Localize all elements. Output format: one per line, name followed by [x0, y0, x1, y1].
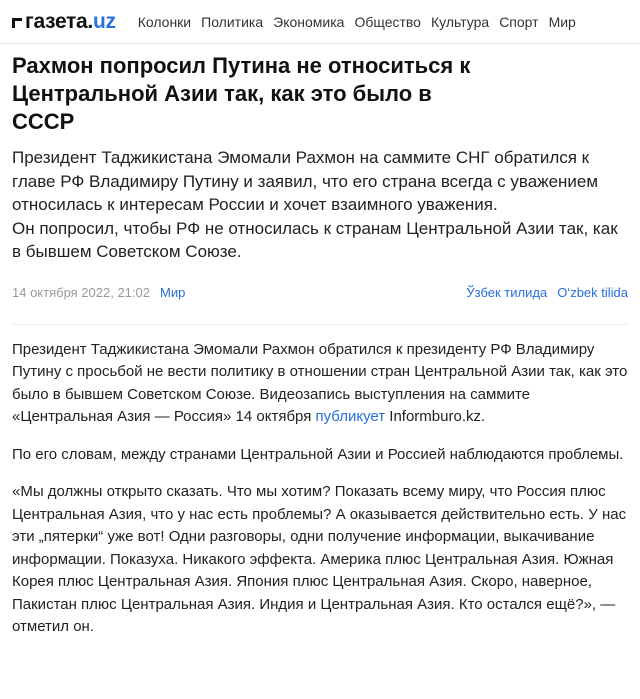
article-body — [12, 339, 628, 639]
nav-item-culture[interactable]: Культура — [430, 13, 490, 30]
logo-tld: uz — [92, 9, 116, 33]
body-paragraph-1-tail: Informburo.kz. — [385, 408, 486, 425]
body-paragraph-2: По его словам, между странами Центральной Азии и Россией наблюдаются проблемы. — [12, 445, 624, 463]
logo-dot: . — [87, 9, 93, 33]
article-title: Рахмон попросил Путина не относиться к Центральной Азии так, как это было в СССР — [12, 53, 471, 134]
lang-link-uzbek-latin[interactable]: O‘zbek tilida — [557, 285, 628, 300]
logo-text: газета — [25, 9, 88, 33]
nav-item-economy[interactable]: Экономика — [273, 13, 345, 30]
divider — [12, 324, 628, 325]
body-paragraph-1-text: Президент Таджикистана Эмомали Рахмон обратился к президенту РФ Владимиру Путину с просьбой не вести политику в отношении стран Центральной Азии так, как это было в бывшем Советском Союзе. Видеозапись выступления на саммите «Центральная Азия — Россия» 14 октября — [12, 340, 628, 425]
publish-date: 14 октября 2022, 21:02 — [12, 285, 150, 300]
site-header — [0, 0, 640, 44]
logo-bar-icon — [12, 18, 22, 28]
source-link[interactable]: публикует — [315, 408, 386, 425]
nav-item-world[interactable]: Мир — [548, 13, 576, 30]
article — [0, 52, 640, 639]
lang-link-uzbek-cyrillic[interactable]: Ўзбек тилида — [466, 285, 548, 300]
nav-item-society[interactable]: Общество — [354, 13, 421, 30]
nav-item-sport[interactable]: Спорт — [499, 13, 539, 30]
body-paragraph-3: «Мы должны открыто сказать. Что мы хотим? Показать всему миру, что Россия плюс Центральная Азия, что у нас есть проблемы? А оказывается действительно есть. У нас эти „пятерки“ уже вот! Одни разговоры, одни получение информации, выкачивание информации. Показуха. Никакого эффекта. Америка плюс Центральная Азия. Южная Корея плюс Центральная Азия. Япония плюс Центральная Азия. Скоро, наверное, Пакистан плюс Центральная Азия. Индия и Центральная Азия. Кто остался ещё?», — отметил он. — [12, 483, 627, 635]
article-lead — [12, 146, 628, 264]
category-link[interactable]: Мир — [160, 285, 186, 300]
article-meta — [12, 284, 628, 302]
main-nav — [138, 14, 586, 30]
lead-paragraph-1: Президент Таджикистана Эмомали Рахмон на саммите СНГ обратился к главе РФ Владимиру Путину и заявил, что его страна всегда с уважением относилась к интересам России и хочет взаимного уважения. — [12, 148, 599, 214]
body-paragraph-1 — [12, 339, 628, 429]
site-logo[interactable] — [12, 10, 116, 34]
nav-item-columns[interactable]: Колонки — [137, 13, 192, 30]
nav-item-politics[interactable]: Политика — [201, 13, 264, 30]
lead-paragraph-2: Он попросил, чтобы РФ не относилась к странам Центральной Азии так, как в бывшем Советском Союзе. — [12, 218, 618, 261]
